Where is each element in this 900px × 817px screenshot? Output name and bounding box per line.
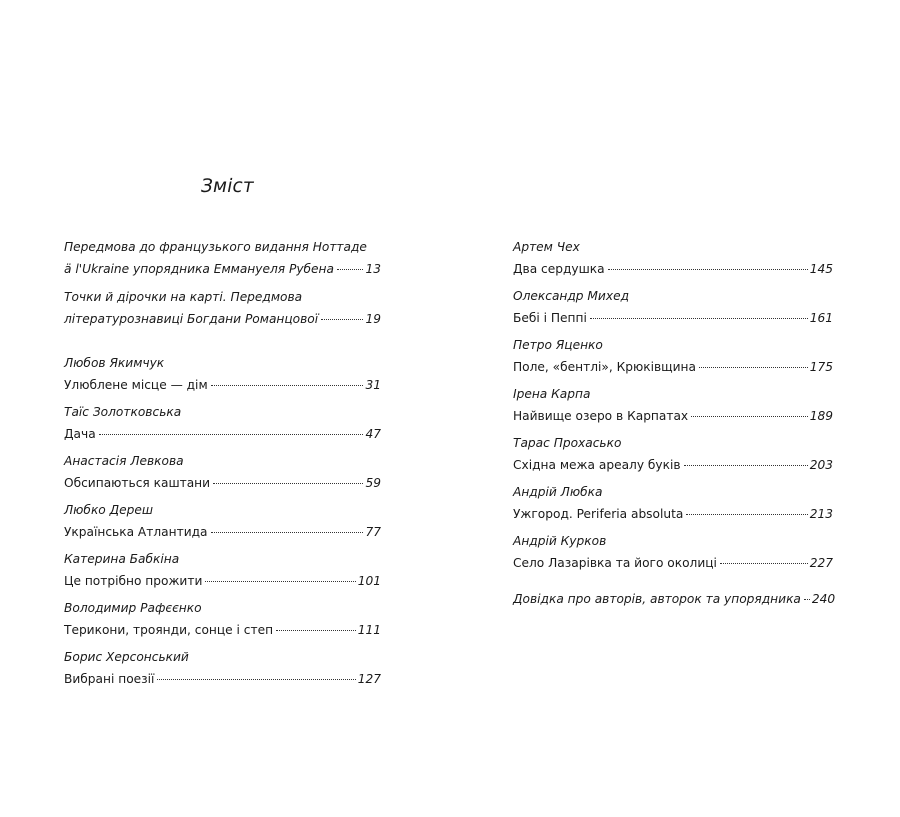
entry-author: Олександр Михед (513, 289, 629, 303)
dot-leader (590, 318, 808, 319)
toc-entry[interactable] (513, 481, 833, 525)
page-number: 145 (809, 262, 833, 276)
entry-author: Андрій Курков (513, 534, 607, 548)
page-number: 127 (357, 672, 381, 686)
entry-author: Анастасія Левкова (64, 454, 184, 468)
toc-entry[interactable] (64, 548, 381, 592)
page-number: 13 (365, 262, 381, 276)
page-title: Зміст (201, 176, 254, 197)
dot-leader (276, 630, 356, 631)
entry-title-line: Передмова до французького видання Ноттаде (64, 240, 367, 254)
entry-author: Ірена Карпа (513, 387, 591, 401)
entry-title-text: Обсипаються каштани (64, 476, 211, 490)
toc-entry[interactable] (513, 236, 833, 280)
dot-leader (804, 599, 810, 600)
dot-leader (321, 319, 363, 320)
toc-entry[interactable] (513, 432, 833, 476)
entry-author: Артем Чех (513, 240, 580, 254)
page-number: 203 (809, 458, 833, 472)
page-number: 161 (809, 311, 833, 325)
entry-title-text: Довідка про авторів, авторок та упорядника (513, 592, 801, 606)
toc-entry[interactable] (64, 352, 381, 396)
page-number: 47 (365, 427, 381, 441)
toc-entry-preface-2[interactable] (64, 286, 381, 330)
entry-title-text: Це потрібно прожити (64, 574, 203, 588)
entry-title-line (64, 423, 381, 445)
entry-title-line (513, 454, 833, 476)
toc-entry[interactable] (513, 530, 833, 574)
entry-title-line (64, 472, 381, 494)
dot-leader (213, 483, 363, 484)
entry-title-text: Східна межа ареалу буків (513, 458, 681, 472)
entry-title-line (64, 668, 381, 690)
entry-title-line (513, 258, 833, 280)
entry-title-line (513, 356, 833, 378)
entry-title-line (64, 258, 381, 280)
dot-leader (608, 269, 808, 270)
toc-entry[interactable] (64, 597, 381, 641)
entry-author: Борис Херсонський (64, 650, 189, 664)
entry-title-text: Поле, «бентлі», Крюківщина (513, 360, 696, 374)
entry-author: Володимир Рафєєнко (64, 601, 202, 615)
entry-author: Любов Якимчук (64, 356, 165, 370)
entry-title-text: Найвище озеро в Карпатах (513, 409, 689, 423)
toc-entry[interactable] (513, 383, 833, 427)
toc-entry[interactable] (64, 401, 381, 445)
toc-entry-preface-1[interactable] (64, 236, 381, 280)
entry-author: Любко Дереш (64, 503, 154, 517)
entry-title-line: Точки й дірочки на карті. Передмова (64, 290, 303, 304)
toc-right-column (513, 236, 836, 615)
entry-author: Катерина Бабкіна (64, 552, 180, 566)
entry-author: Таїс Золотковська (64, 405, 182, 419)
toc-entry[interactable] (513, 285, 833, 329)
entry-title-text: Улюблене місце — дім (64, 378, 208, 392)
entry-title-text: Ужгород. Periferia absoluta (513, 507, 684, 521)
page-number: 240 (811, 592, 836, 606)
page-number: 213 (809, 507, 833, 521)
dot-leader (157, 679, 355, 680)
dot-leader (211, 385, 364, 386)
entry-title-line (513, 552, 833, 574)
entry-author: Тарас Прохасько (513, 436, 622, 450)
entry-title-text: ä l'Ukraine упорядника Еммануеля Рубена (64, 262, 334, 276)
dot-leader (699, 367, 808, 368)
entry-title-text: літературознавиці Богдани Романцової (64, 312, 319, 326)
page-number: 101 (357, 574, 381, 588)
page-number: 19 (365, 312, 381, 326)
toc-entry[interactable] (64, 646, 381, 690)
entry-title-text: Українська Атлантида (64, 525, 208, 539)
dot-leader (337, 269, 363, 270)
toc-entry[interactable] (64, 450, 381, 494)
entry-title-text: Бебі і Пеппі (513, 311, 587, 325)
entry-title-line (64, 374, 381, 396)
entry-title-line (64, 570, 381, 592)
entry-title-text: Дача (64, 427, 96, 441)
entry-title-line (513, 307, 833, 329)
page-number: 227 (809, 556, 833, 570)
dot-leader (691, 416, 808, 417)
page-number: 111 (357, 623, 381, 637)
entry-title-text: Село Лазарівка та його околиці (513, 556, 717, 570)
entry-title-text: Терикони, троянди, сонце і степ (64, 623, 274, 637)
page-number: 189 (809, 409, 833, 423)
toc-entry-appendix[interactable] (513, 588, 836, 610)
page-number: 175 (809, 360, 833, 374)
toc-entry[interactable] (64, 499, 381, 543)
entry-title-line (513, 405, 833, 427)
toc-entry[interactable] (513, 334, 833, 378)
page-number: 77 (365, 525, 381, 539)
entry-title-text: Вибрані поезії (64, 672, 155, 686)
toc-left-column (64, 236, 381, 695)
dot-leader (211, 532, 364, 533)
dot-leader (720, 563, 808, 564)
dot-leader (684, 465, 808, 466)
entry-title-text: Два сердушка (513, 262, 605, 276)
entry-title-line (513, 503, 833, 525)
dot-leader (686, 514, 807, 515)
entry-title-line (64, 521, 381, 543)
page-number: 59 (365, 476, 381, 490)
entry-title-line (64, 619, 381, 641)
entry-author: Петро Яценко (513, 338, 603, 352)
dot-leader (205, 581, 355, 582)
entry-author: Андрій Любка (513, 485, 603, 499)
entry-title-line (513, 588, 836, 610)
page-number: 31 (365, 378, 381, 392)
dot-leader (99, 434, 364, 435)
entry-title-line (64, 308, 381, 330)
